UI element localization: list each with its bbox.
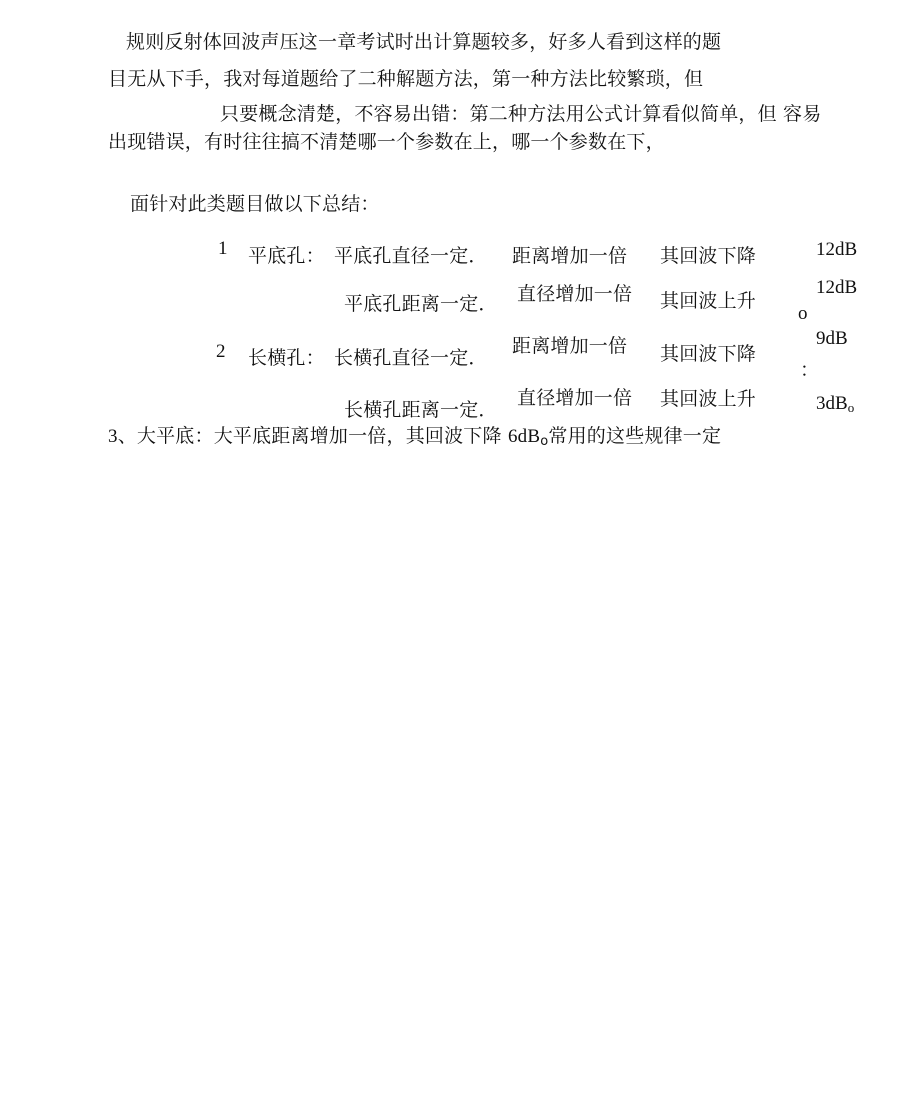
summary-intro: 面针对此类题目做以下总结： xyxy=(130,193,380,215)
rule-1-number: 1 xyxy=(218,238,228,259)
rule-2-row-1-condition: 长横孔直径一定． xyxy=(334,347,488,369)
paragraph-line-3: 只要概念清楚，不容易出错：第二种方法用公式计算看似简单，但 容易 xyxy=(220,103,822,125)
rule-3-line xyxy=(108,424,721,454)
rule-3-suffix: o xyxy=(540,434,549,449)
paragraph-line-1: 规则反射体回波声压这一章考试时出计算题较多，好多人看到这样的题 xyxy=(126,31,722,53)
paragraph-line-4: 出现错误，有时往往搞不清楚哪一个参数在上，哪一个参数在下， xyxy=(108,131,665,153)
rule-2-type-label: 长横孔： xyxy=(248,347,325,369)
rule-2-row-2-effect: 其回波上升 xyxy=(660,388,757,410)
rule-1-row-2-effect: 其回波上升 xyxy=(660,290,757,312)
rule-3-separator: 、 xyxy=(117,425,137,447)
paragraph-line-2: 目无从下手，我对每道题给了二种解题方法，第一种方法比较繁琐，但 xyxy=(108,68,704,90)
rule-3-value: 6dB xyxy=(507,426,541,447)
rule-3-text-a: 大平底：大平底距离增加一倍，其回波下降 xyxy=(136,425,508,447)
rule-3-text-b: 常用的这些规律一定 xyxy=(548,425,722,447)
rule-3-number: 3 xyxy=(108,426,118,447)
rule-2-row-2-value-text: 3dB xyxy=(816,393,848,414)
rule-2-row-1-value: 9dB xyxy=(816,328,848,349)
rule-2-row-2-suffix: o xyxy=(847,400,855,415)
rule-1-row-2-change: 直径增加一倍 xyxy=(517,283,633,305)
rule-2-row-2-change: 直径增加一倍 xyxy=(517,387,633,409)
rule-1-type-label: 平底孔： xyxy=(248,245,325,267)
rule-1-row-1-condition: 平底孔直径一定． xyxy=(334,245,488,267)
rule-1-row-1-effect: 其回波下降 xyxy=(660,245,757,267)
rule-1-row-2-condition: 平底孔距离一定． xyxy=(344,293,498,315)
rule-2-row-1-effect: 其回波下降 xyxy=(660,343,757,365)
rule-2-row-2-condition: 长横孔距离一定． xyxy=(344,399,498,421)
rule-1-row-1-value: 12dB xyxy=(816,239,858,260)
rule-1-row-2-mark: o xyxy=(798,303,808,324)
rule-2-row-1-change: 距离增加一倍 xyxy=(512,335,628,357)
rule-1-row-1-change: 距离增加一倍 xyxy=(512,245,628,267)
rule-2-number: 2 xyxy=(216,341,226,362)
rule-2-row-2-value xyxy=(816,392,854,420)
rule-2-row-1-mark: ： xyxy=(800,360,820,381)
rule-1-row-2-value: 12dB xyxy=(816,277,858,298)
